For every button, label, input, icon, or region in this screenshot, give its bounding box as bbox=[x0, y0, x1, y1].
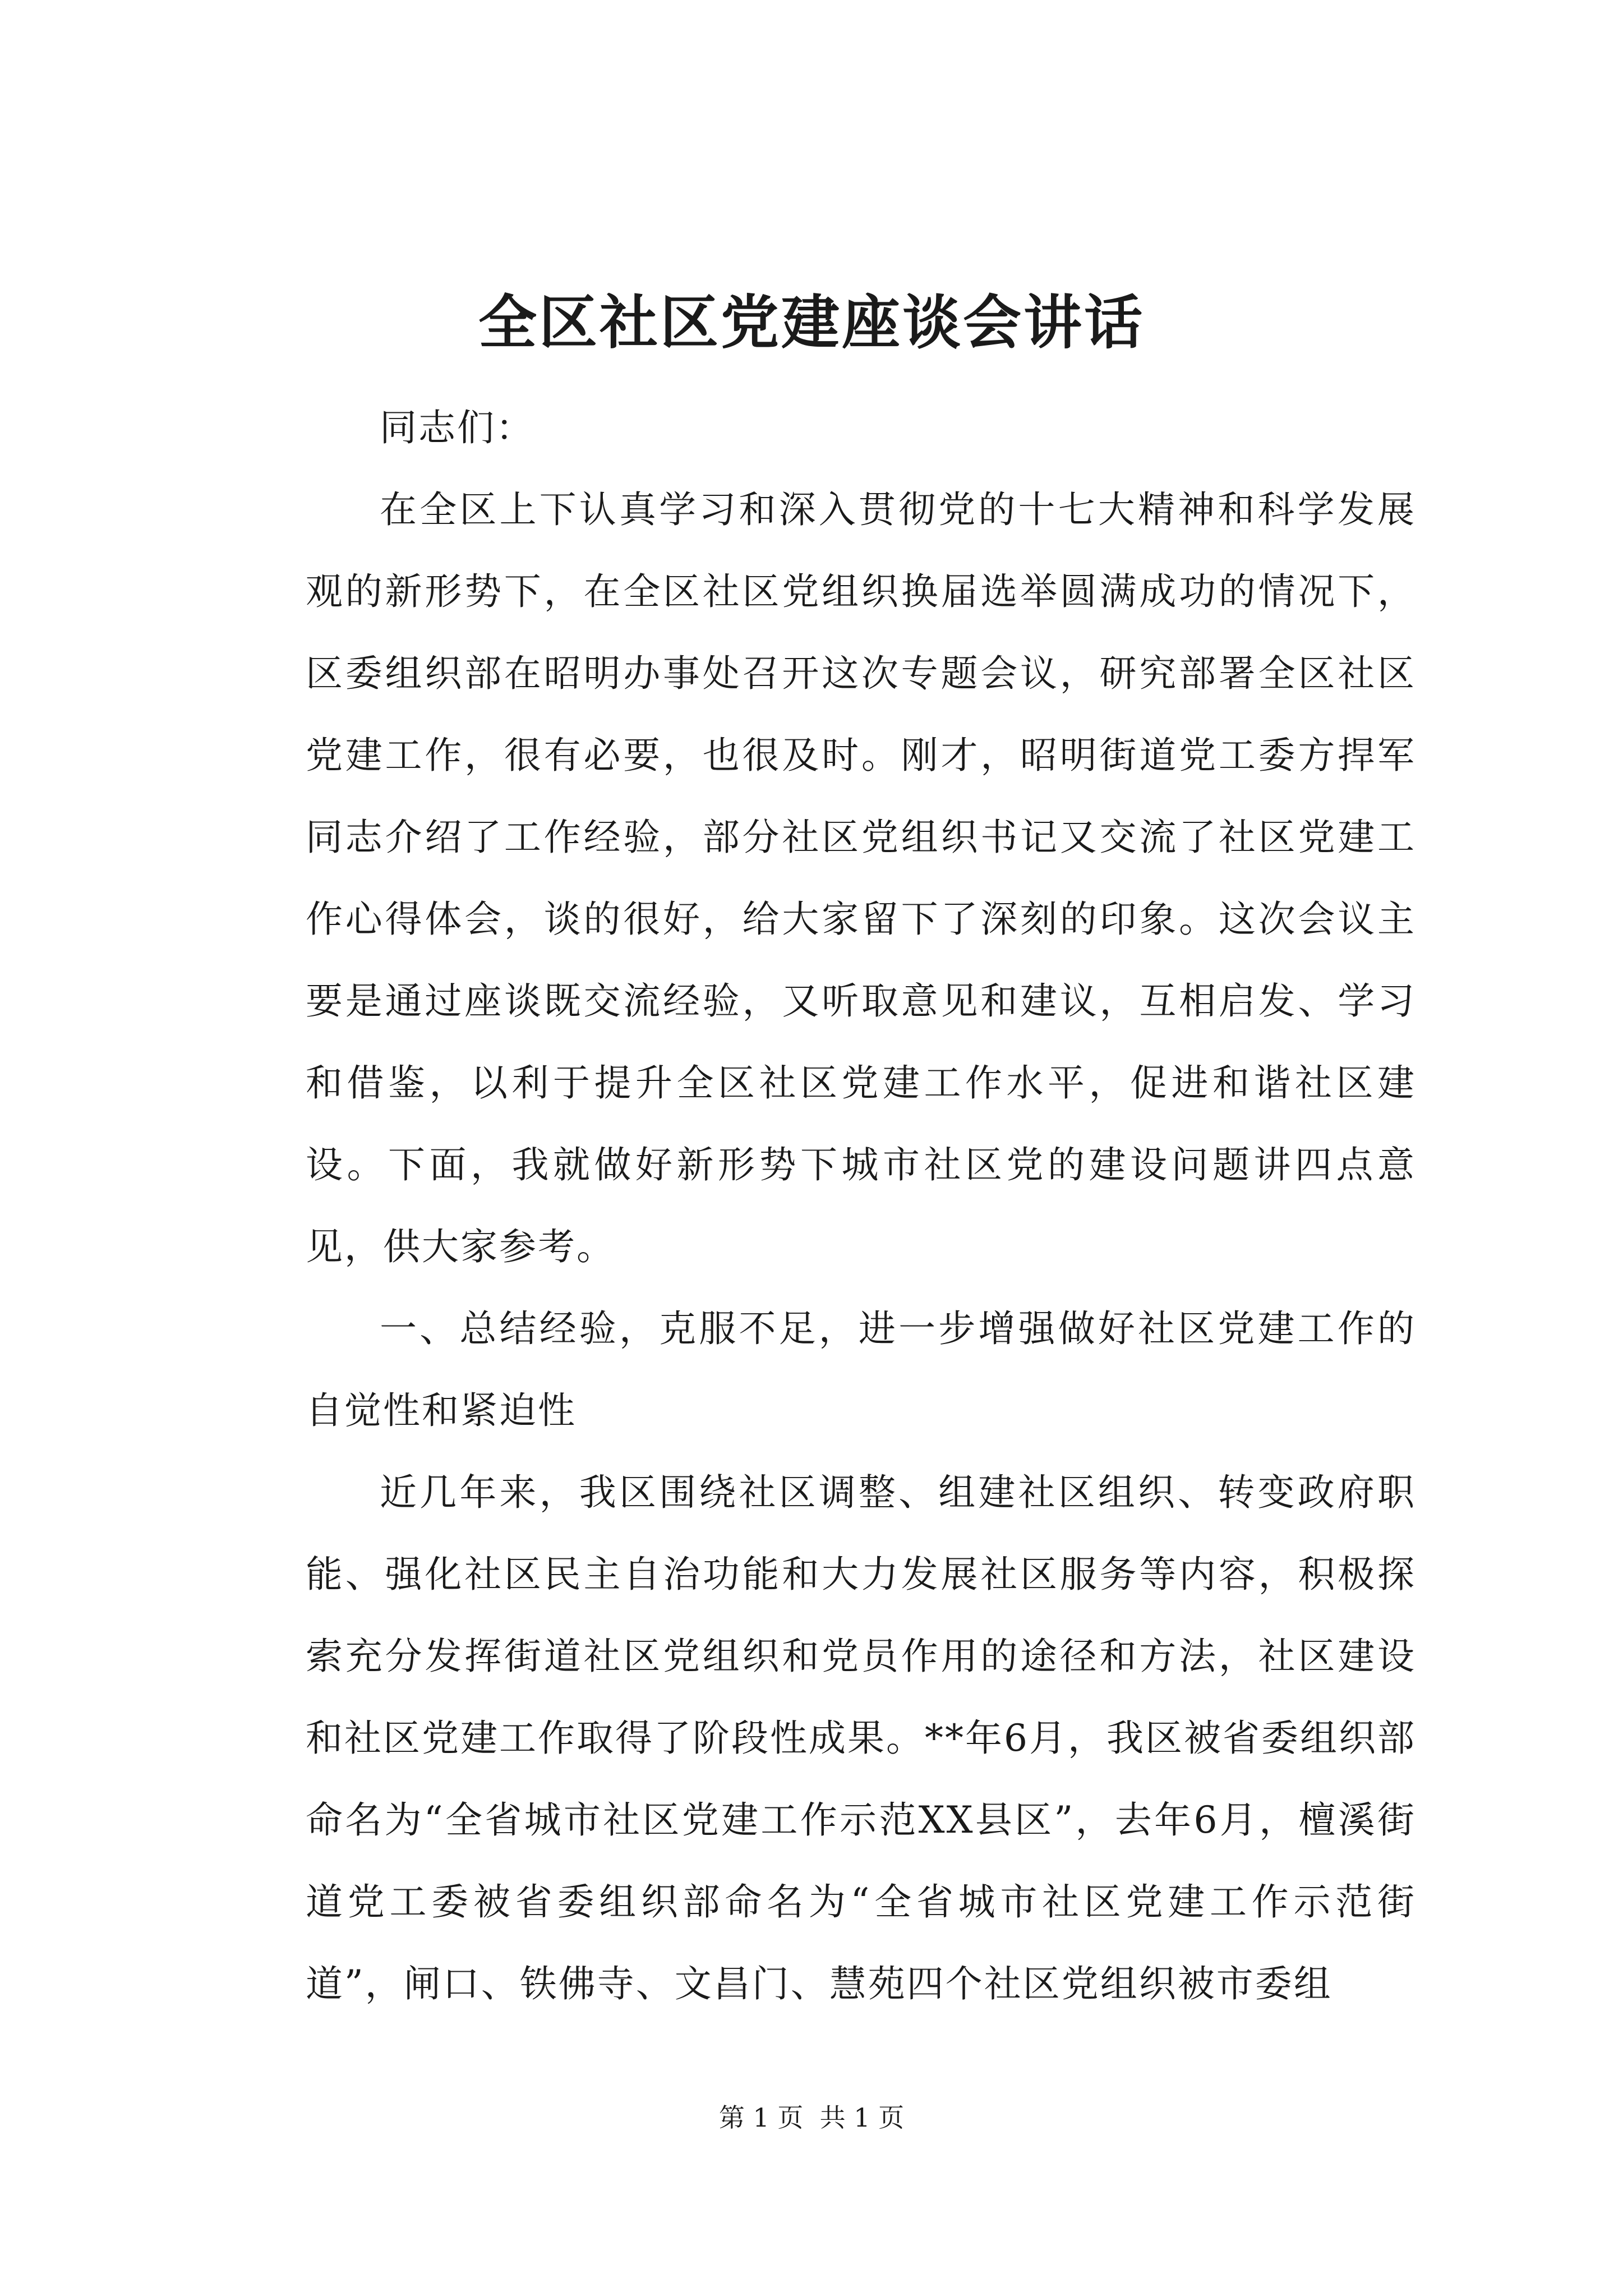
document-body bbox=[306, 387, 1416, 2025]
page-footer bbox=[0, 2101, 1623, 2134]
page-number-label: 第 1 页 共 1 页 bbox=[718, 2102, 905, 2133]
section-heading-paragraph: 一、总结经验，克服不足，进一步增强做好社区党建工作的自觉性和紧迫性 bbox=[306, 1307, 1416, 1432]
body-paragraph: 近几年来，我区围绕社区调整、组建社区组织、转变政府职能、强化社区民主自治功能和大力发展社区服务等内容，积极探索充分发挥街道社区党组织和党员作用的途径和方法，社区建设和社区党建工作取得了阶段性成果。**年6月，我区被省委组织部命名为“全省城市社区党建工作示范XX县区”，去年6月，檀溪街道党工委被省委组织部命名为“全省城市社区党建工作示范街道”，闸口、铁佛寺、文昌门、慧苑四个社区党组织被市委组 bbox=[306, 1471, 1416, 2005]
intro-paragraph: 在全区上下认真学习和深入贯彻党的十七大精神和科学发展观的新形势下，在全区社区党组织换届选举圆满成功的情况下，区委组织部在昭明办事处召开这次专题会议，研究部署全区社区党建工作，很有必要，也很及时。刚才，昭明街道党工委方捍军同志介绍了工作经验，部分社区党组织书记又交流了社区党建工作心得体会，谈的很好，给大家留下了深刻的印象。这次会议主要是通过座谈既交流经验，又听取意见和建议，互相启发、学习和借鉴，以利于提升全区社区党建工作水平，促进和谐社区建设。下面，我就做好新形势下城市社区党的建设问题讲四点意见，供大家参考。 bbox=[306, 488, 1416, 1268]
salutation-paragraph: 同志们： bbox=[380, 406, 534, 449]
document-title: 全区社区党建座谈会讲话 bbox=[478, 288, 1145, 357]
